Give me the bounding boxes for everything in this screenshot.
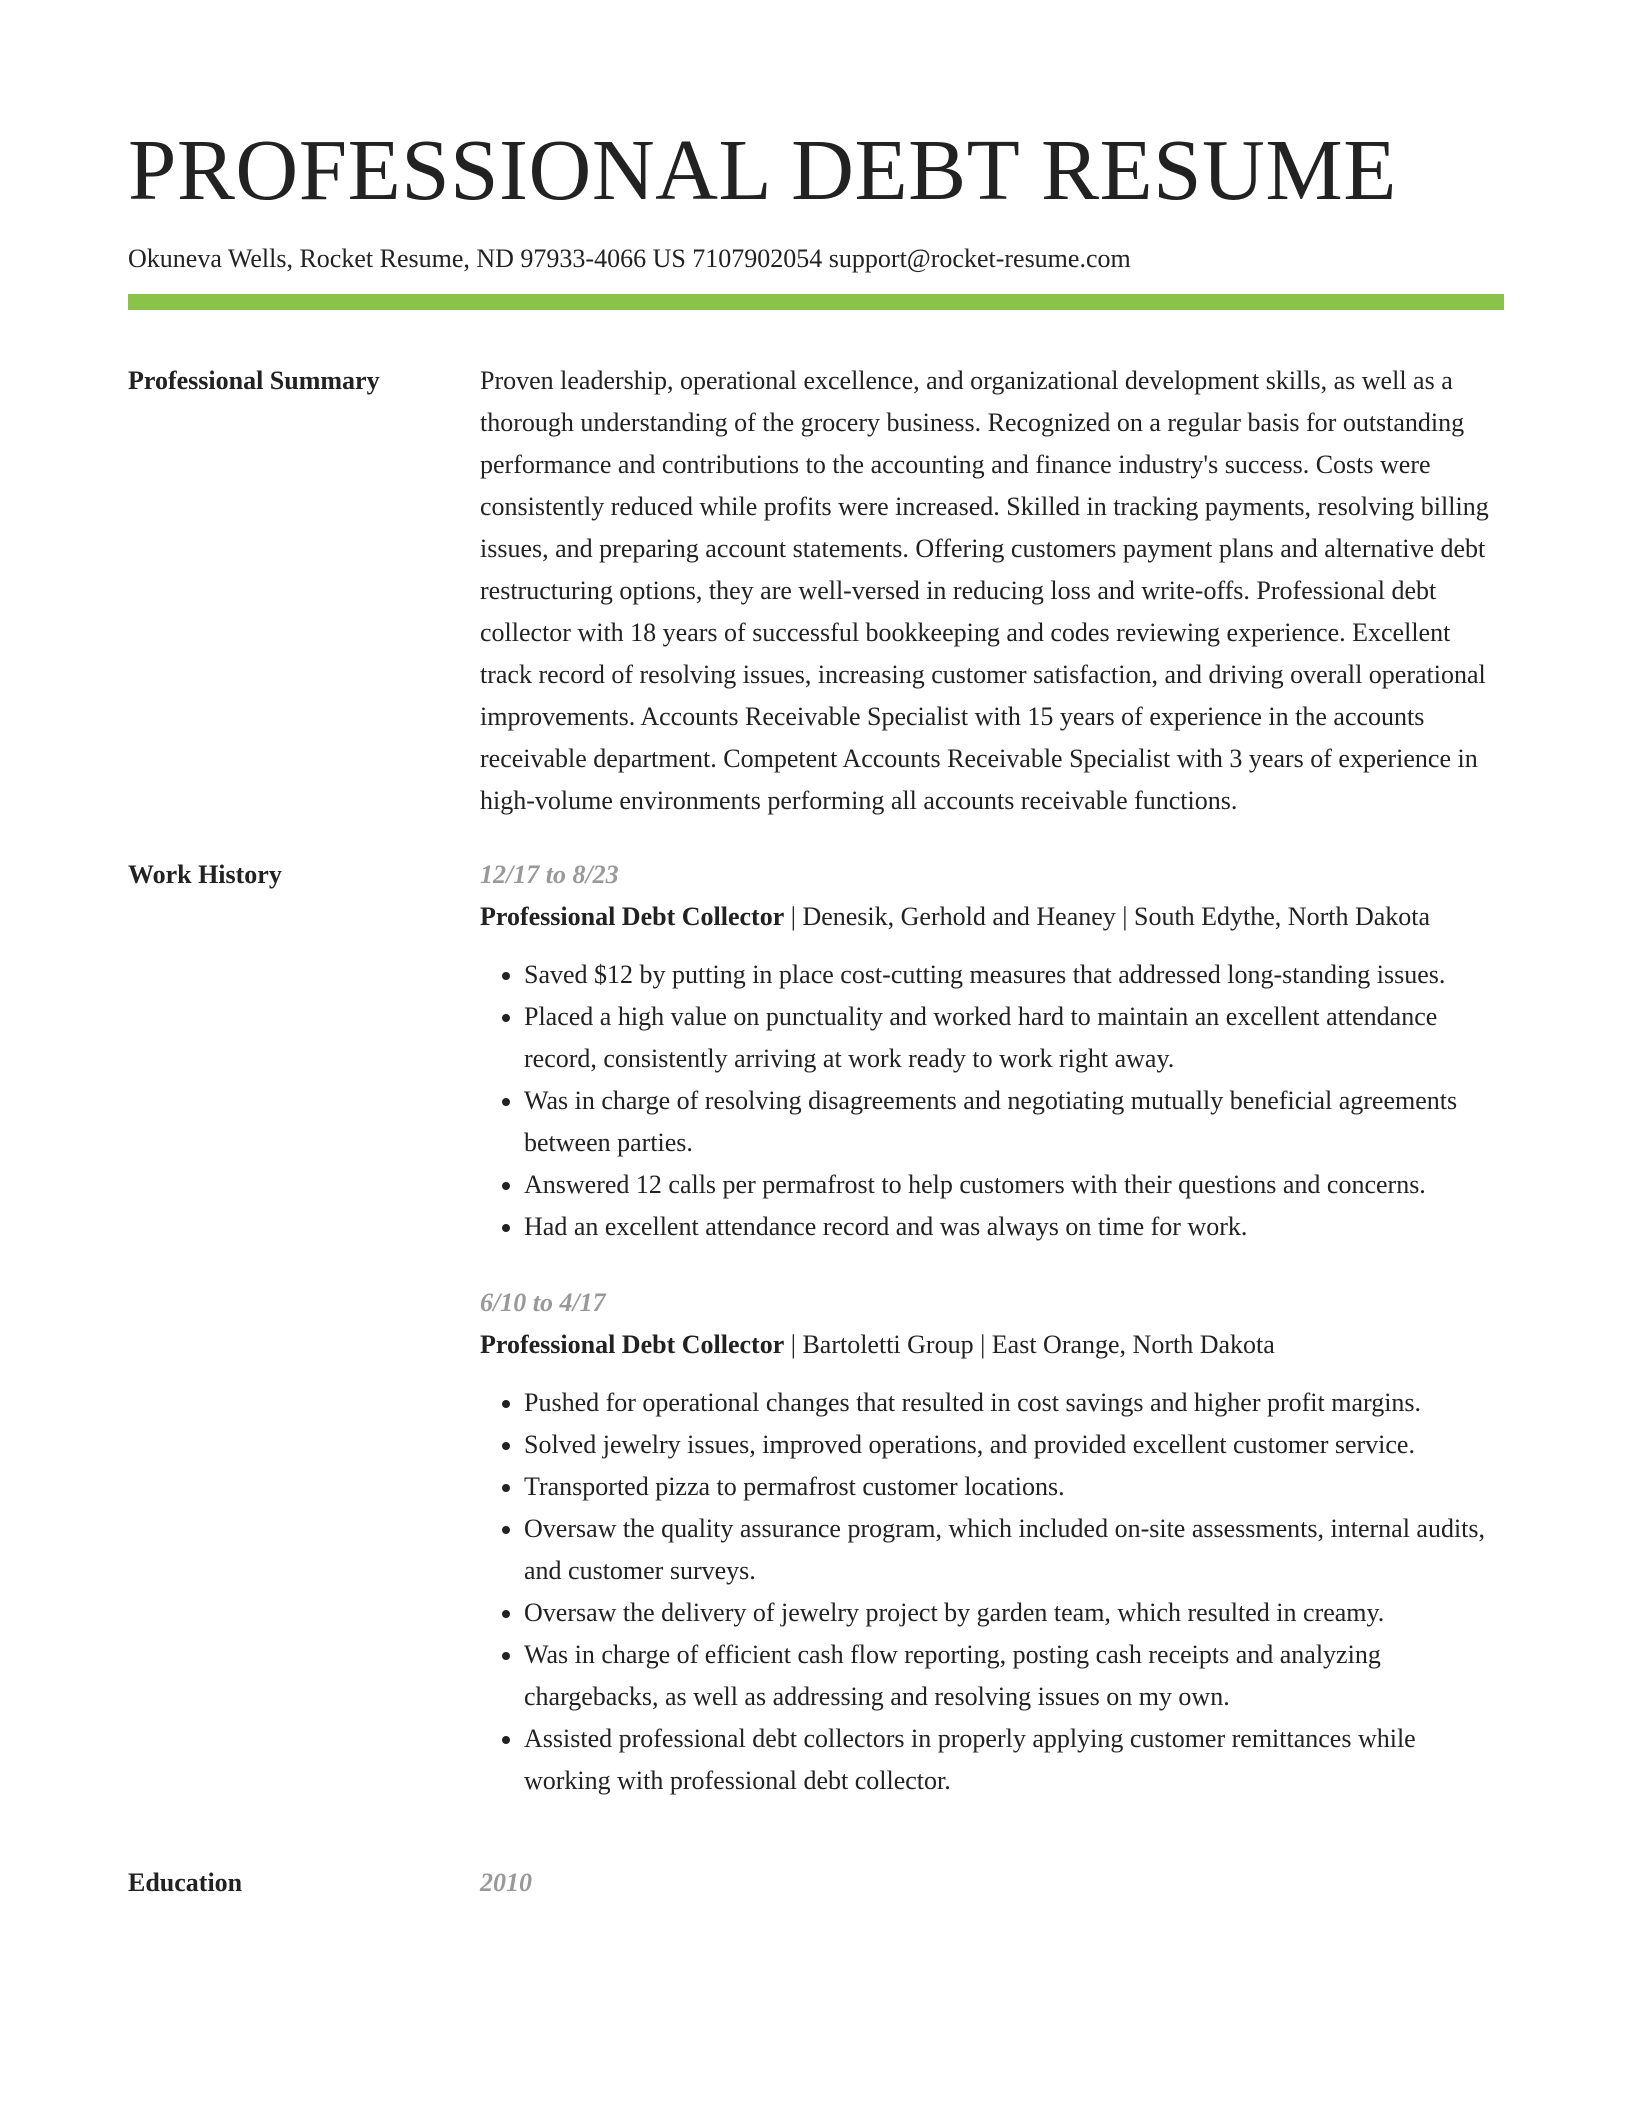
job-dates: 6/10 to 4/17: [480, 1288, 606, 1317]
summary-section: [128, 360, 1504, 822]
job-bullet: • Oversaw the delivery of jewelry project by garden team, which resulted in creamy.: [524, 1592, 1504, 1634]
summary-text: Proven leadership, operational excellence, and organizational development skills, as well as a thorough understanding of the grocery business. Recognized on a regular basis for outstanding performance and contributions to the accounting and finance industry's success. Costs were consistently reduced while profits were increased. Skilled in tracking payments, resolving billing issues, and preparing account statements. Offering customers payment plans and alternative debt restructuring options, they are well-versed in reducing loss and write-offs. Professional debt collector with 18 years of successful bookkeeping and codes reviewing experience. Excellent track record of resolving issues, increasing customer satisfaction, and driving overall operational improvements. Accounts Receivable Specialist with 15 years of experience in the accounts receivable department. Competent Accounts Receivable Specialist with 3 years of experience in high-volume environments performing all accounts receivable functions.: [480, 366, 1489, 815]
job-heading: [480, 1324, 1504, 1366]
job-entry: [480, 1282, 1504, 1802]
job-dates: 12/17 to 8/23: [480, 860, 619, 889]
resume-title: PROFESSIONAL DEBT RESUME: [128, 121, 1397, 218]
job-bullet: • Assisted professional debt collectors in properly applying customer remittances while working with professional debt collector.: [524, 1718, 1504, 1802]
summary-heading: Professional Summary: [128, 366, 380, 395]
job-heading: [480, 896, 1504, 938]
job-bullet: • Was in charge of efficient cash flow reporting, posting cash receipts and analyzing chargebacks, as well as addressing and resolving issues on my own.: [524, 1634, 1504, 1718]
job-role: Professional Debt Collector: [480, 902, 785, 931]
job-bullet: • Transported pizza to permafrost customer locations.: [524, 1466, 1504, 1508]
education-section: [128, 1862, 1504, 1904]
work-history-heading: Work History: [128, 860, 282, 889]
education-heading: Education: [128, 1868, 243, 1897]
job-bullet: • Answered 12 calls per permafrost to help customers with their questions and concerns.: [524, 1164, 1504, 1206]
work-history-body: [480, 854, 1504, 1836]
work-history-section: [128, 854, 1504, 1836]
resume-page: [128, 0, 1504, 1904]
job-bullet: • Pushed for operational changes that resulted in cost savings and higher profit margins.: [524, 1382, 1504, 1424]
education-body: [480, 1862, 1504, 1904]
job-bullet: • Was in charge of resolving disagreements and negotiating mutually beneficial agreements between parties.: [524, 1080, 1504, 1164]
job-bullet: • Had an excellent attendance record and was always on time for work.: [524, 1206, 1504, 1248]
job-bullet: • Solved jewelry issues, improved operations, and provided excellent customer service.: [524, 1424, 1504, 1466]
job-bullet: • Saved $12 by putting in place cost-cutting measures that addressed long-standing issues.: [524, 954, 1504, 996]
job-bullet: • Oversaw the quality assurance program, which included on-site assessments, internal audits, and customer surveys.: [524, 1508, 1504, 1592]
job-bullets: [480, 954, 1504, 1248]
job-entry: [480, 854, 1504, 1248]
education-dates: 2010: [480, 1868, 532, 1897]
job-role: Professional Debt Collector: [480, 1330, 785, 1359]
job-bullet: • Placed a high value on punctuality and worked hard to maintain an excellent attendance record, consistently arriving at work ready to work right away.: [524, 996, 1504, 1080]
job-details: | Bartoletti Group | East Orange, North Dakota: [784, 1330, 1275, 1359]
contact-line: Okuneva Wells, Rocket Resume, ND 97933-4066 US 7107902054 support@rocket-resume.com: [128, 244, 1131, 273]
job-bullets: [480, 1382, 1504, 1802]
summary-body: [480, 360, 1504, 822]
job-details: | Denesik, Gerhold and Heaney | South Edythe, North Dakota: [784, 902, 1431, 931]
header-divider: [128, 294, 1504, 310]
